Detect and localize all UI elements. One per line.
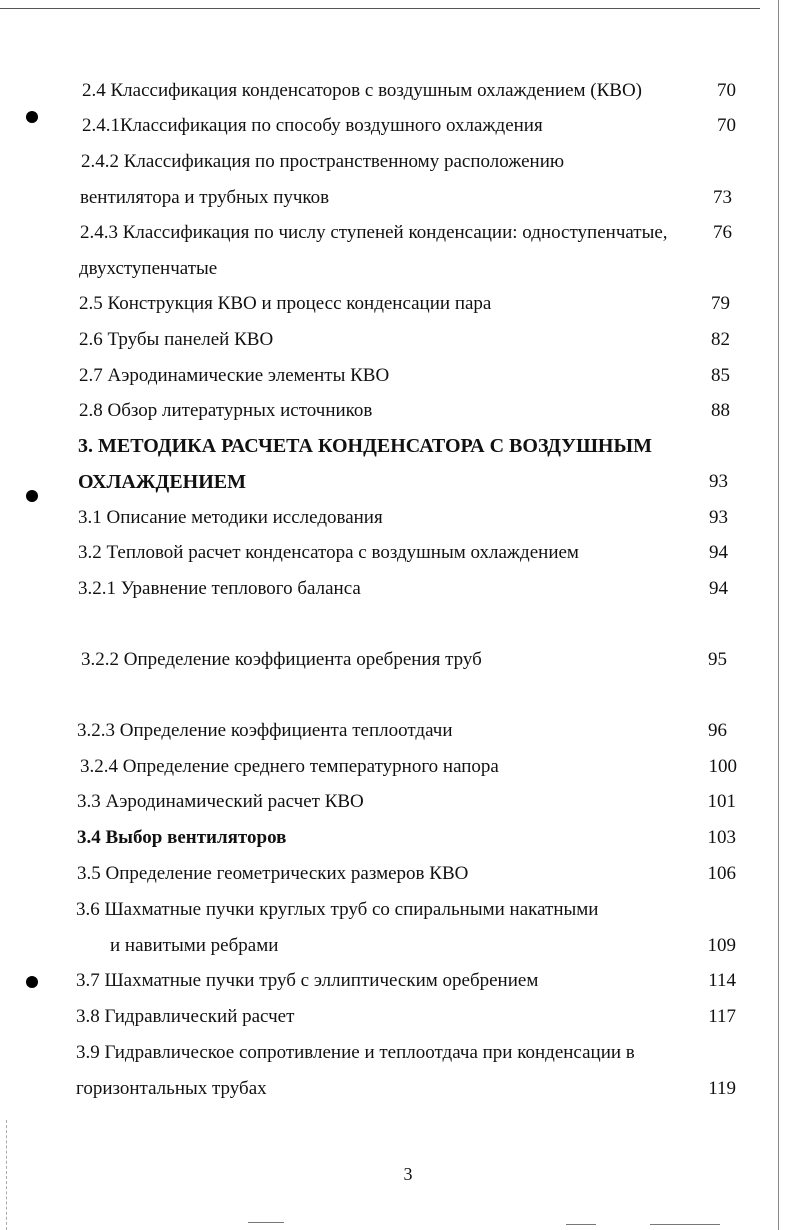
toc-page-number: 95 xyxy=(708,649,727,670)
toc-entry: 2.7 Аэродинамические элементы КВО xyxy=(79,365,390,386)
scan-mark-bottom xyxy=(650,1224,720,1225)
toc-page-number: 103 xyxy=(707,827,736,848)
toc-page-number: 100 xyxy=(708,756,737,777)
toc-page-number: 73 xyxy=(713,187,732,208)
binder-hole-mark xyxy=(26,976,38,988)
toc-page-number: 70 xyxy=(717,80,736,101)
toc-entry: двухступенчатые xyxy=(79,258,218,279)
toc-entry: 3.2.4 Определение среднего температурного напора xyxy=(80,756,499,777)
toc-entry: 2.4.2 Классификация по пространственному расположению xyxy=(81,151,565,172)
toc-entry: 2.4.3 Классификация по числу ступеней конденсации: одноступенчатые, xyxy=(80,222,668,243)
toc-section-heading: ОХЛАЖДЕНИЕМ xyxy=(78,471,246,493)
toc-page-number: 93 xyxy=(709,471,728,492)
toc-page-number: 119 xyxy=(708,1078,736,1099)
toc-entry: 3.4 Выбор вентиляторов xyxy=(77,827,287,848)
toc-page-number: 94 xyxy=(709,542,728,563)
scan-border-right xyxy=(778,0,779,1230)
toc-entry: 3.5 Определение геометрических размеров КВО xyxy=(77,863,469,884)
toc-entry: 2.5 Конструкция КВО и процесс конденсации пара xyxy=(79,293,492,314)
toc-entry: 3.6 Шахматные пучки круглых труб со спиральными накатными xyxy=(76,899,599,920)
scan-border-top xyxy=(0,8,760,9)
toc-entry: 3.7 Шахматные пучки труб с эллиптическим оребрением xyxy=(76,970,539,991)
toc-entry: 3.2 Тепловой расчет конденсатора с воздушным охлаждением xyxy=(78,542,579,563)
toc-entry: горизонтальных трубах xyxy=(76,1078,267,1099)
toc-page-number: 82 xyxy=(711,329,730,350)
toc-page-number: 114 xyxy=(708,970,736,991)
toc-page-number: 117 xyxy=(708,1006,736,1027)
toc-page-number: 85 xyxy=(711,365,730,386)
toc-page-number: 79 xyxy=(711,293,730,314)
toc-page-number: 94 xyxy=(709,578,728,599)
toc-section-heading: 3. МЕТОДИКА РАСЧЕТА КОНДЕНСАТОРА С ВОЗДУШНЫМ xyxy=(78,435,653,457)
toc-entry: 2.6 Трубы панелей КВО xyxy=(79,329,274,350)
toc-entry: 3.3 Аэродинамический расчет КВО xyxy=(77,791,364,812)
toc-page-number: 96 xyxy=(708,720,727,741)
binder-hole-mark xyxy=(26,111,38,123)
toc-page-number: 76 xyxy=(713,222,732,243)
toc-entry: 3.9 Гидравлическое сопротивление и теплоотдача при конденсации в xyxy=(76,1042,635,1063)
toc-entry: вентилятора и трубных пучков xyxy=(80,187,330,208)
toc-entry: 3.2.2 Определение коэффициента оребрения труб xyxy=(81,649,482,670)
toc-page-number: 88 xyxy=(711,400,730,421)
toc-page-number: 70 xyxy=(717,115,736,136)
binder-hole-mark xyxy=(26,490,38,502)
scan-border-left xyxy=(6,1120,7,1230)
page-number: 3 xyxy=(403,1164,413,1184)
toc-page-number: 101 xyxy=(707,791,736,812)
toc-page-number: 93 xyxy=(709,507,728,528)
toc-entry: 2.4 Классификация конденсаторов с воздушным охлаждением (КВО) xyxy=(82,80,643,101)
toc-entry: 2.4.1Классификация по способу воздушного охлаждения xyxy=(82,115,543,136)
toc-entry: 2.8 Обзор литературных источников xyxy=(79,400,373,421)
toc-page-number: 109 xyxy=(707,935,736,956)
scan-mark-bottom xyxy=(566,1224,596,1225)
toc-entry: 3.2.1 Уравнение теплового баланса xyxy=(78,578,361,599)
toc-entry: 3.1 Описание методики исследования xyxy=(78,507,383,528)
toc-page-number: 106 xyxy=(707,863,736,884)
toc-entry: 3.8 Гидравлический расчет xyxy=(76,1006,295,1027)
toc-entry: 3.2.3 Определение коэффициента теплоотдачи xyxy=(77,720,453,741)
toc-entry: и навитыми ребрами xyxy=(110,935,279,956)
scan-mark-bottom xyxy=(248,1222,284,1223)
